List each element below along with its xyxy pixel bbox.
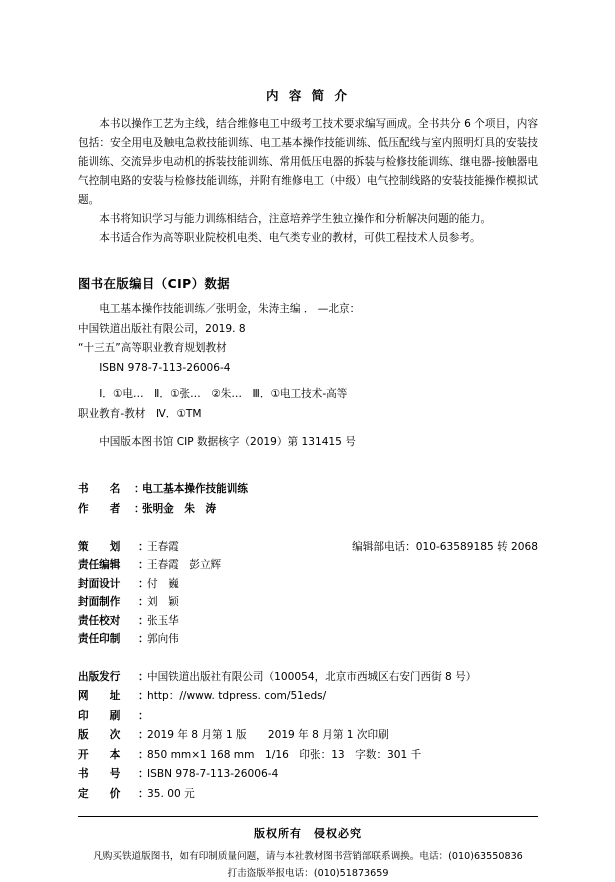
publication-value-isbn: ISBN 978-7-113-26006-4	[147, 768, 279, 780]
publication-colon-website: ：	[138, 690, 149, 702]
footer-piracy-hotline: 打击盗版举报电话：(010)51873659	[227, 868, 389, 879]
staff-label-responsible-editor: 责任编辑	[78, 559, 121, 571]
staff-colon-printing-supervisor: ：	[138, 633, 149, 645]
staff-block	[78, 538, 538, 649]
publication-value-price: 35. 00 元	[147, 787, 195, 800]
staff-row-cover-production	[78, 593, 538, 612]
staff-label-cover-design: 封面设计	[78, 577, 121, 590]
staff-colon-responsible-editor: ：	[138, 559, 149, 571]
publication-label-isbn: 书 号	[78, 768, 121, 780]
cip-class-line-2: 职业教育-教材 Ⅳ．①TM	[78, 407, 202, 420]
publication-row-website	[78, 687, 538, 707]
cip-final-line: 中国版本图书馆 CIP 数据核字（2019）第 131415 号	[99, 436, 356, 448]
publication-label-edition: 版 次	[78, 729, 121, 741]
page-content	[78, 0, 538, 882]
cip-spacer	[78, 378, 538, 385]
staff-row-printing-supervisor	[78, 630, 538, 649]
staff-label-proofreader: 责任校对	[78, 614, 121, 627]
publication-value-publisher: 中国铁道出版社有限公司（100054，北京市西城区右安门西街 8 号）	[147, 670, 477, 683]
staff-colon-proofreader: ：	[138, 614, 149, 627]
intro-paragraph-3: 本书适合作为高等职业院校机电类、电气类专业的教材，可供工程技术人员参考。	[99, 232, 481, 244]
publication-colon-publisher: ：	[138, 670, 149, 683]
staff-row-responsible-editor	[78, 556, 538, 575]
intro-paragraph-1: 本书以操作工艺为主线，结合维修电工中级考工技术要求编写画成。全书共分 6 个项目，内容包括：安全用电及触电急救技能训练、电工基本操作技能训练、低压配线与室内照明灯具的安装技能训练、交流异步电动机的拆装技能训练、常用低压电器的拆装与检修技能训练、继电器-接触器电气控制电路的安装与检修技能训练，并附有维修电工（中级）电气控制线路的安装技能操作模拟试题。	[78, 118, 538, 206]
cip-line-3: “十三五”高等职业教育规划教材	[78, 342, 227, 354]
book-info-row-title	[78, 479, 538, 499]
publication-row-isbn	[78, 765, 538, 785]
staff-value-cover-design: 付 巍	[147, 577, 179, 590]
publication-block	[78, 668, 538, 805]
publication-value-format: 850 mm×1 168 mm 1/16 印张：13 字数：301 千	[147, 748, 422, 761]
staff-value-planner: 王春霞	[147, 540, 179, 553]
publication-colon-format: ：	[138, 748, 149, 761]
publication-row-edition	[78, 726, 538, 746]
publication-row-printer	[78, 707, 538, 727]
staff-value-responsible-editor: 王春霞 彭立辉	[147, 559, 222, 571]
book-info-colon-title: ：	[134, 482, 145, 495]
cip-line-1: 电工基本操作技能训练／张明金，朱涛主编 ． —北京：	[99, 303, 361, 315]
publication-colon-isbn: ：	[138, 768, 149, 780]
cip-heading: 图书在版编目（CIP）数据	[78, 277, 231, 291]
publication-colon-price: ：	[138, 787, 149, 800]
footer-block	[78, 825, 538, 882]
cip-class-line-1: Ⅰ．①电… Ⅱ．①张… ②朱… Ⅲ．①电工技术-高等	[99, 388, 348, 400]
publication-row-format	[78, 746, 538, 766]
publication-label-price: 定 价	[78, 787, 121, 800]
staff-label-printing-supervisor: 责任印制	[78, 633, 121, 645]
publication-label-website: 网 址	[78, 690, 121, 702]
book-info-label-title: 书 名	[78, 482, 121, 495]
footer-exchange-notice: 凡购买铁道版图书，如有印制质量问题，请与本社教材图书营销部联系调换。电话：(010)63550836	[93, 851, 523, 862]
publication-label-printer: 印 刷	[78, 709, 121, 722]
cip-line-2: 中国铁道出版社有限公司，2019. 8	[78, 322, 246, 335]
book-info-colon-author: ：	[134, 502, 145, 515]
publication-row-publisher	[78, 668, 538, 688]
intro-heading: 内 容 简 介	[265, 88, 351, 103]
staff-colon-planner: ：	[138, 540, 149, 553]
publication-colon-edition: ：	[138, 729, 149, 741]
staff-colon-cover-design: ：	[138, 577, 149, 590]
staff-row-proofreader	[78, 612, 538, 631]
publication-row-price	[78, 785, 538, 805]
book-info-value-author: 张明金 朱 涛	[142, 502, 217, 515]
intro-paragraph-2: 本书将知识学习与能力训练相结合，注意培养学生独立操作和分析解决问题的能力。	[99, 213, 492, 225]
publication-label-format: 开 本	[78, 748, 121, 761]
publication-label-publisher: 出版发行	[78, 670, 121, 683]
footer-divider	[78, 816, 538, 817]
book-info-label-author: 作 者	[78, 502, 121, 515]
book-info-value-title: 电工基本操作技能训练	[142, 482, 248, 495]
staff-row-cover-design	[78, 575, 538, 594]
book-info-row-author	[78, 499, 538, 519]
staff-label-planner: 策 划	[78, 540, 121, 553]
publication-value-website: http：//www. tdpress. com/51eds/	[147, 690, 327, 702]
staff-label-cover-production: 封面制作	[78, 596, 121, 608]
publication-colon-printer: ：	[138, 709, 149, 722]
staff-value-cover-production: 刘 颖	[147, 596, 179, 608]
staff-value-printing-supervisor: 郭向伟	[147, 633, 179, 645]
book-info-block	[78, 479, 538, 519]
publication-value-edition: 2019 年 8 月第 1 版 2019 年 8 月第 1 次印刷	[147, 729, 389, 741]
cip-line-4: ISBN 978-7-113-26006-4	[99, 361, 231, 374]
staff-colon-cover-production: ：	[138, 596, 149, 608]
copyright-notice: 版权所有 侵权必究	[254, 827, 362, 840]
editor-phone: 编辑部电话：010-63589185 转 2068	[352, 540, 538, 553]
staff-value-proofreader: 张玉华	[147, 614, 179, 627]
